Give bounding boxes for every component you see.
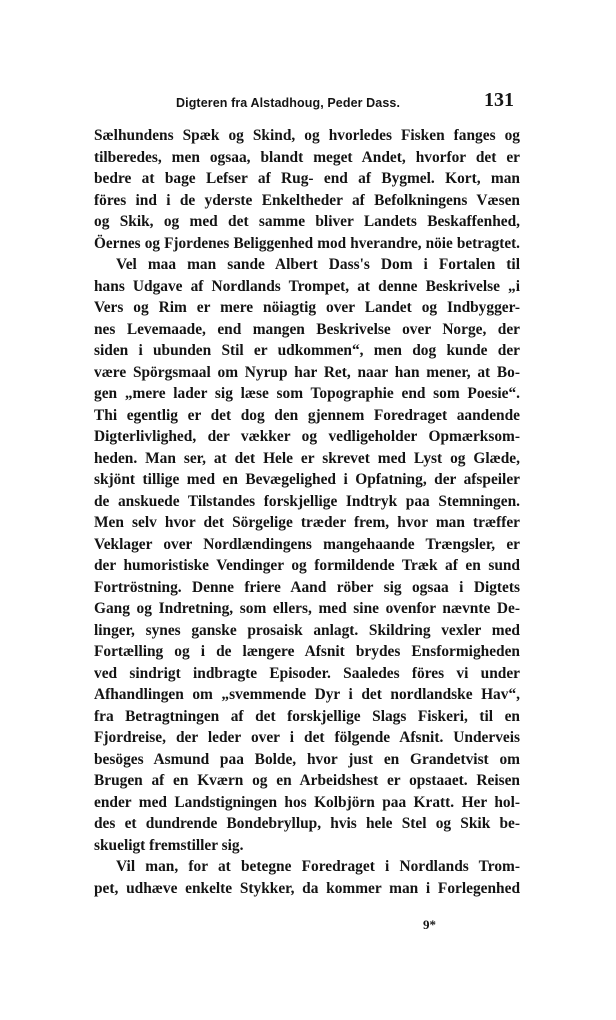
- text-line: Digterlivlighed, der vækker og vedligeholder Opmærksom-: [94, 428, 520, 445]
- text-line: Vel maa man sande Albert Dass's Dom i Fortalen til: [116, 256, 520, 273]
- text-line: Vil man, for at betegne Foredraget i Nordlands Trom-: [116, 858, 520, 875]
- text-line: der humoristiske Vendinger og formildende Træk af en sund: [94, 557, 520, 574]
- text-line: hans Udgave af Nordlands Trompet, at denne Beskrivelse „i: [94, 277, 520, 295]
- paragraph-1: [94, 125, 520, 254]
- text-line: skueligt fremstiller sig.: [94, 836, 244, 854]
- text-line: pet, udhæve enkelte Stykker, da kommer man i Forlegenhed: [94, 879, 520, 897]
- text-line: heden. Man ser, at det Hele er skrevet med Lyst og Glæde,: [94, 449, 520, 467]
- text-line: ved sindrigt indbragte Episoder. Saaledes föres vi under: [94, 664, 520, 682]
- text-line: Fjordreise, der leder over i det fölgende Afsnit. Underveis: [94, 729, 520, 746]
- text-line: besöges Asmund paa Bolde, hvor just en Grandetvist om: [94, 750, 520, 768]
- text-line: de anskuede Tilstandes forskjellige Indtryk paa Stemningen.: [94, 492, 520, 510]
- text-line: være Spörgsmaal om Nyrup har Ret, naar han mener, at Bo-: [94, 363, 520, 381]
- text-line: föres ind i de yderste Enkeltheder af Befolkningens Væsen: [94, 191, 520, 209]
- text-line: Gang og Indretning, som ellers, med sine ovenfor nævnte De-: [94, 600, 520, 617]
- text-line: Thi egentlig er det dog den gjennem Foredraget aandende: [94, 406, 520, 424]
- text-line: Fortröstning. Denne friere Aand röber sig ogsaa i Digtets: [94, 578, 520, 596]
- text-line: des et dundrende Bondebryllup, hvis hele Stel og Skik be-: [94, 815, 520, 832]
- text-line: Fortælling og i de længere Afsnit brydes Ensformigheden: [94, 643, 520, 660]
- paragraph-3: [94, 856, 520, 899]
- page-number: 131: [484, 89, 514, 111]
- running-title: Digteren fra Alstadhoug, Peder Dass.: [176, 96, 401, 110]
- text-line: Afhandlingen om „svemmende Dyr i det nordlandske Hav“,: [94, 686, 520, 703]
- text-line: ender med Landstigningen hos Kolbjörn paa Kratt. Her hol-: [94, 793, 520, 811]
- text-line: Vers og Rim er mere nöiagtig over Landet og Indbygger-: [94, 299, 520, 316]
- signature-mark: 9*: [423, 917, 436, 932]
- text-line: nes Levemaade, end mangen Beskrivelse over Norge, der: [94, 320, 520, 338]
- body-text: [94, 125, 520, 899]
- paragraph-2: [94, 254, 520, 856]
- text-line: Sælhundens Spæk og Skind, og hvorledes Fisken fanges og: [94, 127, 520, 144]
- text-line: bedre at bage Lefser af Rug- end af Bygmel. Kort, man: [94, 170, 520, 187]
- text-line: Öernes og Fjordenes Beliggenhed mod hverandre, nöie betragtet.: [94, 234, 520, 252]
- text-line: Veklager over Nordlændingens mangehaande Trængsler, er: [94, 535, 520, 553]
- text-line: skjönt tillige med en Bevægelighed i Opfatning, der afspeiler: [94, 471, 520, 488]
- text-line: fra Betragtningen af det forskjellige Slags Fiskeri, til en: [94, 707, 520, 725]
- text-line: siden i ubunden Stil er udkommen“, men dog kunde der: [94, 342, 520, 359]
- text-line: Men selv hvor det Sörgelige træder frem, hvor man træffer: [94, 514, 520, 531]
- text-line: linger, synes ganske prosaisk anlagt. Skildring vexler med: [94, 621, 520, 639]
- text-line: gen „mere lader sig læse som Topographie end som Poesie“.: [94, 385, 520, 402]
- text-line: og Skik, og med det samme bliver Landets Beskaffenhed,: [94, 213, 520, 230]
- text-line: Brugen af en Kværn og en Arbeidshest er opstaaet. Reisen: [94, 772, 520, 789]
- text-line: tilberedes, men ogsaa, blandt meget Andet, hvorfor det er: [94, 148, 520, 166]
